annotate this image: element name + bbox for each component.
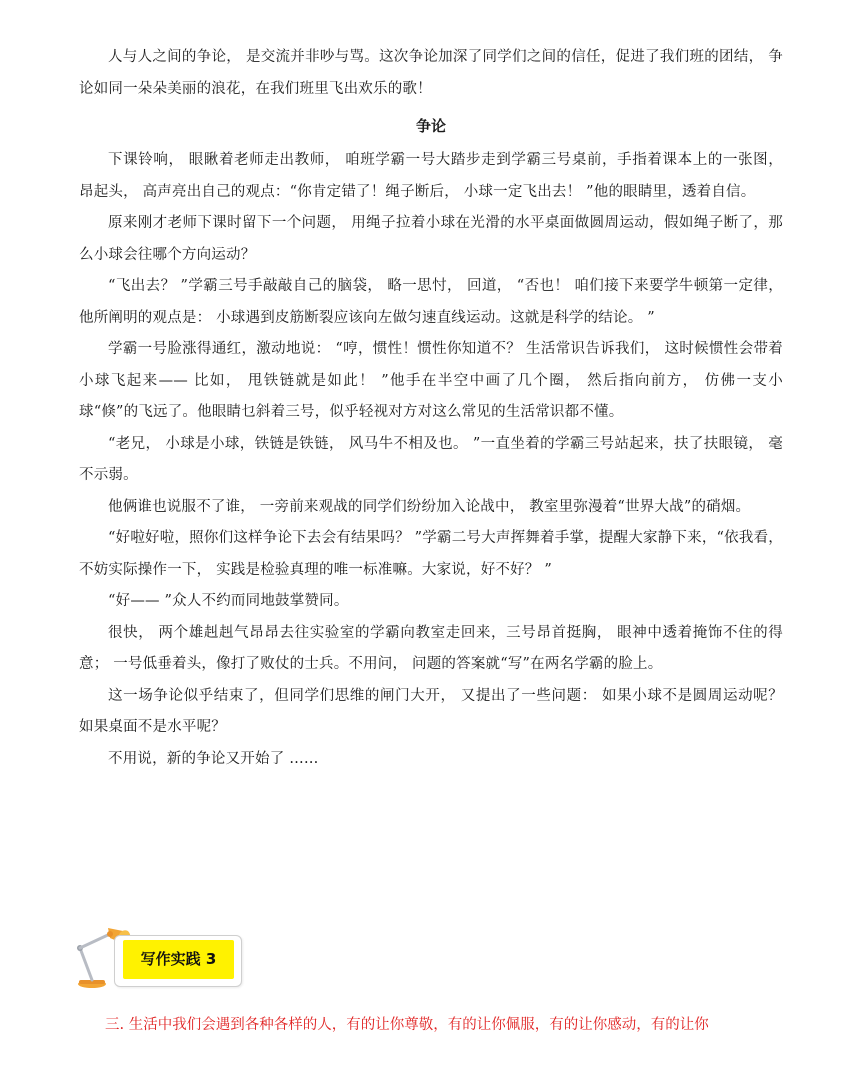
essay-paragraph: “飞出去？ ”学霸三号手敲敲自己的脑袋， 略一思忖， 回道， “否也！ 咱们接下来要学牛顿第一定律，他所阐明的观点是： 小球遇到皮筋断裂应该向左做匀速直线运动。这就是科学的结论。 ” — [79, 278, 783, 326]
practice-badge-label: 写作实践 3 — [123, 940, 234, 979]
essay-paragraph: “老兄， 小球是小球，铁链是铁链， 风马牛不相及也。 ”一直坐着的学霸三号站起来，扶了扶眼镜， 毫不示弱。 — [79, 435, 783, 483]
essay-paragraph: 下课铃响， 眼瞅着老师走出教师， 咱班学霸一号大踏步走到学霸三号桌前，手指着课本上的一张图， 昂起头， 高声亮出自己的观点：“你肯定错了！绳子断后， 小球一定飞出去！ ”他的眼睛里，透着自信。 — [79, 152, 783, 200]
essay-paragraph: 这一场争论似乎结束了，但同学们思维的闸门大开， 又提出了一些问题： 如果小球不是圆周运动呢？ 如果桌面不是水平呢？ — [79, 687, 783, 735]
essay-paragraph: “好—— ”众人不约而同地鼓掌赞同。 — [108, 593, 349, 609]
essay-paragraph: 学霸一号脸涨得通红，激动地说： “哼，惯性！惯性你知道不？ 生活常识告诉我们， 这时候惯性会带着小球飞起来—— 比如， 甩铁链就是如此！ ”他手在半空中画了几个圈， 然后指向前方， 仿佛一支小球“倏”的飞远了。他眼睛乜斜着三号，似乎轻视对方对这么常见的生活常识都不懂。 — [79, 341, 783, 420]
essay-title: 争论 — [415, 117, 446, 135]
question-text: 三. 生活中我们会遇到各种各样的人，有的让你尊敬，有的让你佩服，有的让你感动，有的让你 — [105, 1017, 709, 1033]
essay-paragraph: 他俩谁也说服不了谁， 一旁前来观战的同学们纷纷加入论战中， 教室里弥漫着“世界大战”的硝烟。 — [108, 498, 751, 515]
essay-paragraph: 很快， 两个雄赳赳气昂昂去往实验室的学霸向教室走回来，三号昂首挺胸， 眼神中透着掩饰不住的得意； 一号低垂着头，像打了败仗的士兵。不用问， 问题的答案就“写”在两名学霸的脸上。 — [79, 624, 783, 672]
essay-text — [79, 145, 783, 775]
writing-practice-header — [70, 924, 270, 994]
essay-paragraph: 原来刚才老师下课时留下一个问题， 用绳子拉着小球在光滑的水平桌面做圆周运动，假如绳子断了，那么小球会往哪个方向运动？ — [79, 215, 783, 263]
document-body — [79, 42, 783, 775]
essay-paragraph: 不用说，新的争论又开始了 …… — [108, 750, 319, 767]
essay-paragraph: “好啦好啦，照你们这样争论下去会有结果吗？ ”学霸二号大声挥舞着手掌，提醒大家静下来，“依我看， 不妨实际操作一下， 实践是检验真理的唯一标准嘛。大家说，好不好？ ” — [79, 530, 783, 578]
intro-paragraph: 人与人之间的争论， 是交流并非吵与骂。这次争论加深了同学们之间的信任，促进了我们班的团结， 争论如同一朵朵美丽的浪花，在我们班里飞出欢乐的歌！ — [79, 49, 783, 97]
